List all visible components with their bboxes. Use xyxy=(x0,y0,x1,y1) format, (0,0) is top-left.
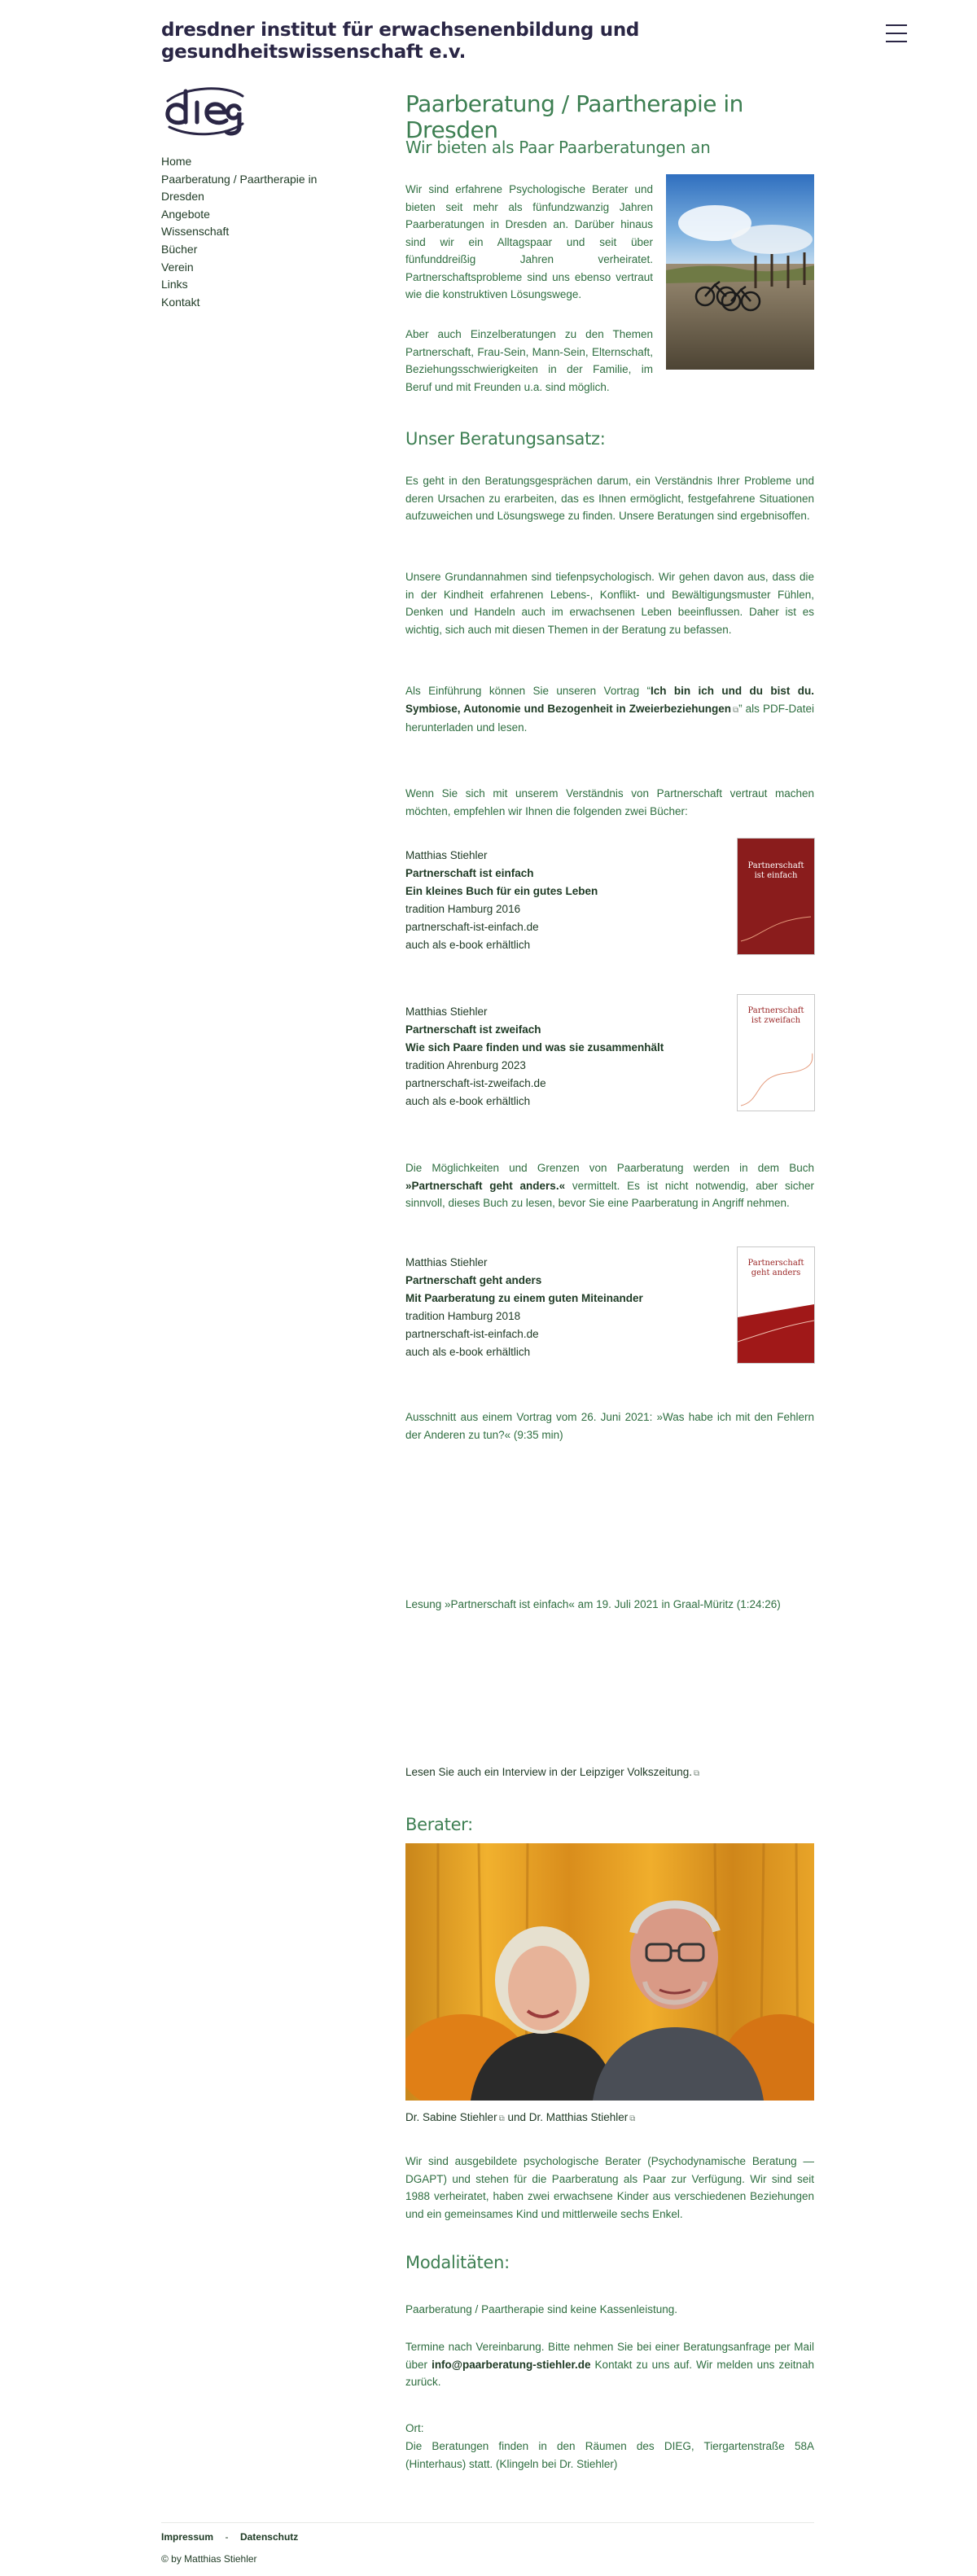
datenschutz-link[interactable]: Datenschutz xyxy=(239,2531,299,2543)
impressum-link[interactable]: Impressum xyxy=(161,2531,214,2543)
interview-paragraph xyxy=(405,1763,814,1783)
approach-p3-text: Als Einführung können Sie unseren Vortrag “ xyxy=(405,685,651,697)
approach-p3-text-after: ” als PDF-Datei herunterladen und lesen. xyxy=(405,702,814,734)
beach-bicycles-photo xyxy=(666,174,814,370)
book-cover-title: Partnerschaft ist einfach xyxy=(747,861,804,880)
modalities-text-after: Kontakt zu uns auf. Wir melden uns zeitnah zurück. xyxy=(405,2358,814,2388)
nav-item-wissenschaft[interactable]: Wissenschaft xyxy=(161,225,230,239)
hamburger-icon xyxy=(886,24,907,26)
approach-paragraph-2: Unsere Grundannahmen sind tiefenpsychologisch. Wir gehen davon aus, dass die in der Kindheit erfahrenen Lebens-, Konflikt- und Bewältigungsmuster Fühlen, Denken und Handeln auch im erwachsenen Leben beeinflussen. Daher ist es wichtig, sich auch mit diesen Themen in der Beratung zu befassen. xyxy=(405,571,814,636)
counselors-photo xyxy=(405,1843,814,2101)
external-link-icon: ⧉ xyxy=(498,2114,505,2123)
video-embed-2[interactable] xyxy=(405,1620,814,1750)
nav-item-kontakt[interactable]: Kontakt xyxy=(161,295,200,309)
approach-paragraph-3 xyxy=(405,682,814,737)
intro-paragraph-2: Aber auch Einzelberatungen zu den Themen Partnerschaft, Frau-Sein, Mann-Sein, Elternschaft, Beziehungsschwierigkeiten in der Familie, im Beruf und mit Freunden u.a. sind möglich. xyxy=(405,328,653,393)
hamburger-icon-line xyxy=(886,33,907,34)
email-link[interactable]: info@paarberatung-stiehler.de xyxy=(432,2358,591,2371)
book-title[interactable]: Partnerschaft ist einfach xyxy=(405,867,534,879)
modalities-text: Termine nach Vereinbarung. Bitte nehmen Sie bei einer Beratungsanfrage per Mail über xyxy=(405,2341,814,2371)
external-link-icon: ⧉ xyxy=(693,1769,700,1778)
hamburger-menu-button[interactable] xyxy=(886,24,907,42)
book-subtitle: Wie sich Paare finden und was sie zusammenhält xyxy=(405,1041,664,1054)
interview-link[interactable]: Lesen Sie auch ein Interview in der Leipziger Volkszeitung. xyxy=(405,1766,692,1778)
nav-item-home[interactable]: Home xyxy=(161,155,192,168)
copyright: © by Matthias Stiehler xyxy=(161,2553,257,2565)
location-label: Ort: xyxy=(405,2422,424,2434)
page-title: Paarberatung / Paartherapie in Dresden xyxy=(405,90,743,143)
book-cover-title: Partnerschaft ist zweifach xyxy=(747,1006,804,1025)
book-entry-1 xyxy=(405,847,715,954)
footer-separator: - xyxy=(225,2531,229,2543)
book-ebook-note: auch als e-book erhältlich xyxy=(405,939,531,951)
modalities-paragraph-2 xyxy=(405,2338,814,2391)
nav-item-buecher[interactable]: Bücher xyxy=(161,242,198,256)
book-website-link[interactable]: partnerschaft-ist-einfach.de xyxy=(405,921,539,933)
book-publisher: tradition Hamburg 2018 xyxy=(405,1310,521,1322)
book-ebook-note: auch als e-book erhältlich xyxy=(405,1346,531,1358)
limits-text: Die Möglichkeiten und Grenzen von Paarberatung werden in dem Buch xyxy=(405,1162,814,1174)
counselors-paragraph: Wir sind ausgebildete psychologische Berater (Psychodynamische Beratung — DGAPT) und stehen für die Paarberatung als Paar zur Verfügung. Wir sind seit 1988 verheiratet, haben zwei erwachsene Kinder aus verschiedenen Beziehungen und ein gemeinsames Kind und mittlerweile sechs Enkel. xyxy=(405,2155,814,2220)
limits-paragraph xyxy=(405,1159,814,1212)
book-subtitle: Mit Paarberatung zu einem guten Miteinander xyxy=(405,1292,643,1304)
book-author: Matthias Stiehler xyxy=(405,1256,488,1268)
footer xyxy=(161,2522,814,2544)
page-subtitle: Wir bieten als Paar Paarberatungen an xyxy=(405,138,711,157)
video-caption-2: Lesung »Partnerschaft ist einfach« am 19. Juli 2021 in Graal-Müritz (1:24:26) xyxy=(405,1598,781,1610)
book-cover-title: Partnerschaft geht anders xyxy=(747,1259,804,1277)
book-cover-3[interactable] xyxy=(738,1247,814,1363)
nav-item-verein[interactable]: Verein xyxy=(161,260,194,274)
modalities-heading: Modalitäten: xyxy=(405,2253,510,2272)
book-entry-2 xyxy=(405,1003,715,1111)
book-website-link[interactable]: partnerschaft-ist-zweifach.de xyxy=(405,1077,546,1089)
book-subtitle: Ein kleines Buch für ein gutes Leben xyxy=(405,885,598,897)
site-title[interactable]: dresdner institut für erwachsenenbildung und gesundheitswissenschaft e.v. xyxy=(161,20,640,63)
logo-icon xyxy=(161,85,246,137)
lecture-pdf-link[interactable]: Ich bin ich und du bist du. Symbiose, Autonomie und Bezogenheit in Zweierbeziehungen xyxy=(405,685,814,715)
nav-item-angebote[interactable]: Angebote xyxy=(161,207,210,221)
book-cover-2[interactable] xyxy=(738,995,814,1111)
approach-heading: Unser Beratungsansatz: xyxy=(405,429,606,449)
books-intro: Wenn Sie sich mit unserem Verständnis von Partnerschaft vertraut machen möchten, empfehlen wir Ihnen die folgenden zwei Bücher: xyxy=(405,787,814,817)
dieg-logo[interactable] xyxy=(161,85,246,137)
limits-text-after: vermittelt. Es ist nicht notwendig, aber sicher sinnvoll, dieses Buch zu lesen, bevor Sie eine Paarberatung in Angriff nehmen. xyxy=(405,1179,814,1209)
book-author: Matthias Stiehler xyxy=(405,1005,488,1018)
book-title[interactable]: Partnerschaft ist zweifach xyxy=(405,1023,541,1036)
book-ebook-note: auch als e-book erhältlich xyxy=(405,1095,531,1107)
approach-paragraph-1: Es geht in den Beratungsgesprächen darum, ein Verständnis Ihrer Probleme und deren Ursachen zu erarbeiten, das es Ihnen ermöglicht, festgefahrene Situationen aufzuweichen und Lösungswege zu finden. Unsere Beratungen sind ergebnisoffen. xyxy=(405,475,814,522)
sabine-stiehler-link[interactable]: Dr. Sabine Stiehler xyxy=(405,2111,497,2123)
external-link-icon: ⧉ xyxy=(733,705,739,715)
external-link-icon: ⧉ xyxy=(629,2114,636,2123)
book-entry-3 xyxy=(405,1254,715,1361)
hamburger-icon-line xyxy=(886,41,907,42)
book-title[interactable]: Partnerschaft geht anders xyxy=(405,1274,542,1286)
book-publisher: tradition Ahrenburg 2023 xyxy=(405,1059,526,1071)
counselors-heading: Berater: xyxy=(405,1815,473,1834)
book-author: Matthias Stiehler xyxy=(405,849,488,861)
book-cover-1[interactable] xyxy=(738,839,814,954)
matthias-stiehler-link[interactable]: Dr. Matthias Stiehler xyxy=(528,2111,629,2123)
book-website-link[interactable]: partnerschaft-ist-einfach.de xyxy=(405,1328,539,1340)
caption-and: und xyxy=(504,2111,529,2123)
video-embed-1[interactable] xyxy=(405,1449,814,1579)
video-caption-1: Ausschnitt aus einem Vortrag vom 26. Juni 2021: »Was habe ich mit den Fehlern der Anderen zu tun?« (9:35 min) xyxy=(405,1411,814,1441)
nav-item-links[interactable]: Links xyxy=(161,278,188,291)
book-publisher: tradition Hamburg 2016 xyxy=(405,903,521,915)
nav-item-paarberatung[interactable]: Paarberatung / Paartherapie in xyxy=(161,172,318,186)
counselors-caption xyxy=(405,2109,814,2128)
intro-paragraph-1: Wir sind erfahrene Psychologische Berater und bieten seit mehr als fünfundzwanzig Jahren Paarberatungen in Dresden an. Darüber hinaus sind wir ein Alltagspaar und seit über fünfunddreißig Jahren verheiratet. Partnerschaftsprobleme sind uns ebenso vertraut wie die konstruktiven Lösungswege. xyxy=(405,183,653,300)
main-navigation xyxy=(161,153,348,311)
nav-item-paarberatung-dresden[interactable]: Dresden xyxy=(161,190,204,204)
modalities-paragraph-1: Paarberatung / Paartherapie sind keine Kassenleistung. xyxy=(405,2303,677,2315)
location-paragraph: Die Beratungen finden in den Räumen des DIEG, Tiergartenstraße 58A (Hinterhaus) statt. (Klingeln bei Dr. Stiehler) xyxy=(405,2440,814,2470)
limits-book-link[interactable]: »Partnerschaft geht anders.« xyxy=(405,1179,566,1192)
